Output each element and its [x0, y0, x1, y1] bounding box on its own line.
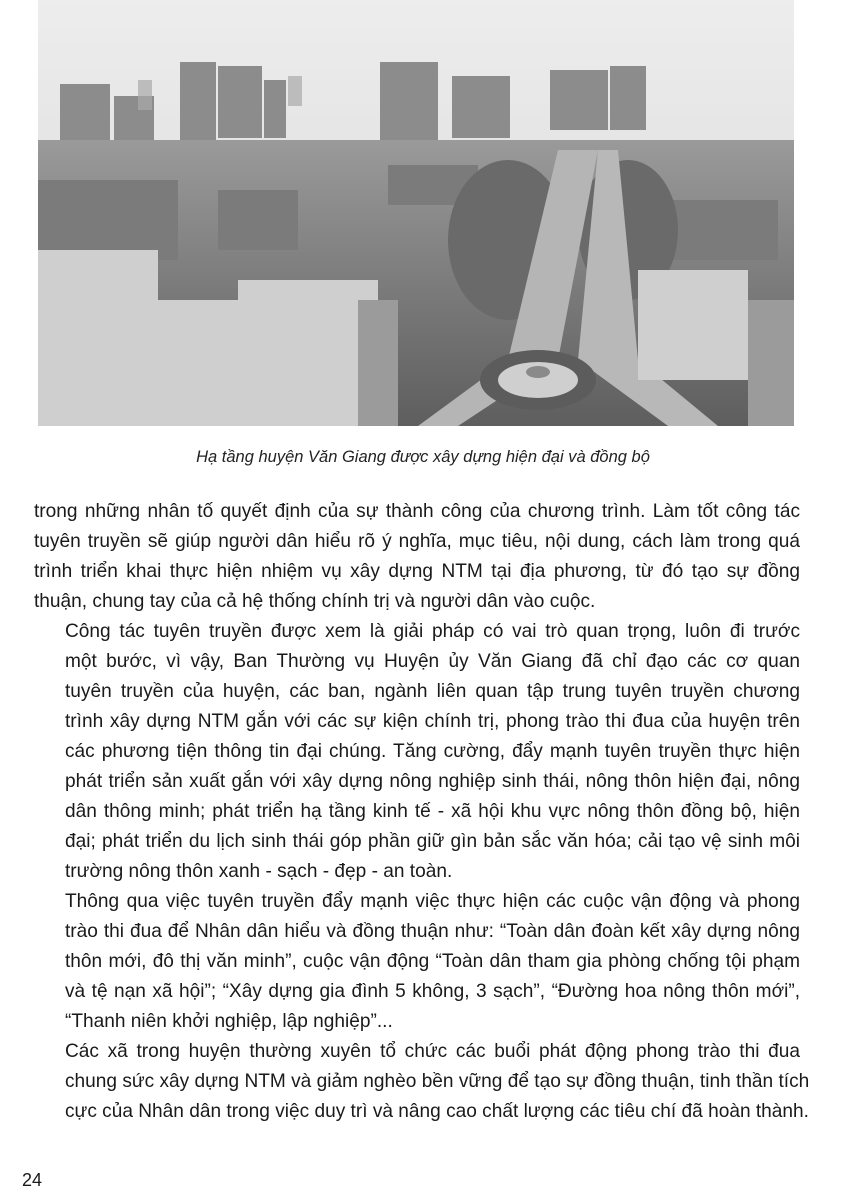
text-line: Công tác tuyên truyền được xem là giải pháp có vai trò quan trọng, luôn đi trước [65, 621, 800, 642]
text-line: trong những nhân tố quyết định của sự thành công của chương trình. Làm tốt công tác [34, 501, 800, 522]
text-line: phát triển sản xuất gắn với xây dựng nông nghiệp sinh thái, nông thôn hiện đại, nông [65, 771, 800, 792]
text-line: chung sức xây dựng NTM và giảm nghèo bền vững để tạo sự đồng thuận, tinh thần tích [65, 1071, 810, 1092]
paragraph-4 [34, 1037, 810, 1127]
body-text [34, 497, 810, 1127]
text-line: tuyên truyền sẽ giúp người dân hiểu rõ ý nghĩa, mục tiêu, nội dung, cách làm trong quá [34, 531, 800, 552]
text-line: trường nông thôn xanh - sạch - đẹp - an toàn. [65, 861, 453, 882]
aerial-city-photo [38, 0, 794, 426]
paragraph-1 [34, 497, 800, 617]
text-line: Các xã trong huyện thường xuyên tổ chức các buổi phát động phong trào thi đua [65, 1041, 800, 1062]
text-line: thôn mới, đô thị văn minh”, cuộc vận động “Toàn dân tham gia phòng chống tội phạm [65, 951, 800, 972]
text-line: trình xây dựng NTM gắn với các sự kiện chính trị, phong trào thi đua của huyện trên [65, 711, 800, 732]
text-line: “Thanh niên khởi nghiệp, lập nghiệp”... [65, 1011, 393, 1032]
text-line: trào thi đua để Nhân dân hiểu và đồng thuận như: “Toàn dân đoàn kết xây dựng nông [65, 921, 800, 942]
text-line: và tệ nạn xã hội”; “Xây dựng gia đình 5 không, 3 sạch”, “Đường hoa nông thôn mới”, [65, 981, 800, 1002]
photo-caption: Hạ tầng huyện Văn Giang được xây dựng hiện đại và đồng bộ [196, 448, 650, 466]
city-photo-illustration [38, 0, 794, 426]
paragraph-2 [34, 617, 800, 887]
text-line: Thông qua việc tuyên truyền đẩy mạnh việc thực hiện các cuộc vận động và phong [65, 891, 800, 912]
page-number: 24 [22, 1170, 43, 1190]
text-line: đại; phát triển du lịch sinh thái góp phần giữ gìn bản sắc văn hóa; cải tạo vệ sinh môi [65, 831, 800, 852]
paragraph-3 [34, 887, 800, 1037]
text-line: tuyên truyền của huyện, các ban, ngành liên quan tập trung tuyên truyền chương [65, 681, 800, 702]
text-line: trình triển khai thực hiện nhiệm vụ xây dựng NTM tại địa phương, từ đó tạo sự đồng [34, 561, 800, 582]
text-line: thuận, chung tay của cả hệ thống chính trị và người dân vào cuộc. [34, 591, 596, 612]
text-line: cực của Nhân dân trong việc duy trì và nâng cao chất lượng các tiêu chí đã hoàn thành. [65, 1101, 809, 1122]
text-line: dân thông minh; phát triển hạ tầng kinh tế - xã hội khu vực nông thôn đồng bộ, hiện [65, 801, 800, 822]
text-line: một bước, vì vậy, Ban Thường vụ Huyện ủy Văn Giang đã chỉ đạo các cơ quan [65, 651, 800, 672]
text-line: các phương tiện thông tin đại chúng. Tăng cường, đẩy mạnh tuyên truyền thực hiện [65, 741, 800, 762]
